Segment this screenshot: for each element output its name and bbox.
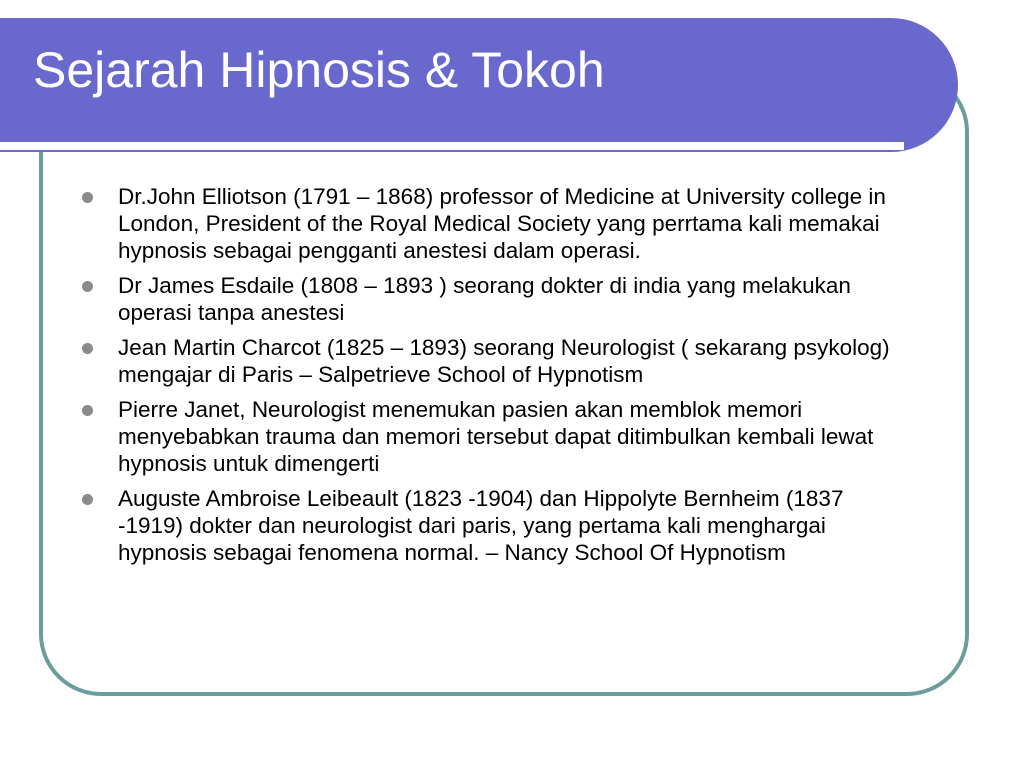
bullet-item <box>80 396 910 477</box>
bullet-dot-icon <box>82 343 93 354</box>
bullet-item <box>80 334 910 388</box>
bullet-text: Pierre Janet, Neurologist menemukan pasien akan memblok memori menyebabkan trauma dan memori tersebut dapat ditimbulkan kembali lewat hypnosis untuk dimengerti <box>118 397 874 476</box>
bullet-dot-icon <box>82 281 93 292</box>
bullet-text: Dr James Esdaile (1808 – 1893 ) seorang dokter di india yang melakukan operasi tanpa anestesi <box>118 273 851 325</box>
slide-title: Sejarah Hipnosis & Tokoh <box>33 42 605 98</box>
bullet-dot-icon <box>82 405 93 416</box>
bullet-item <box>80 272 910 326</box>
bullet-text: Auguste Ambroise Leibeault (1823 -1904) dan Hippolyte Bernheim (1837 -1919) dokter dan neurologist dari paris, yang pertama kali menghargai hypnosis sebagai fenomena normal. – Nancy School Of Hypnotism <box>118 486 844 565</box>
bullet-text: Dr.John Elliotson (1791 – 1868) professor of Medicine at University college in London, President of the Royal Medical Society yang perrtama kali memakai hypnosis sebagai pengganti anestesi dalam operasi. <box>118 184 886 263</box>
bullet-dot-icon <box>82 494 93 505</box>
bullet-item <box>80 485 910 566</box>
bullet-list <box>80 183 910 574</box>
bullet-item <box>80 183 910 264</box>
bullet-text: Jean Martin Charcot (1825 – 1893) seorang Neurologist ( sekarang psykolog) mengajar di Paris – Salpetrieve School of Hypnotism <box>118 335 890 387</box>
bullet-dot-icon <box>82 192 93 203</box>
title-underline <box>0 142 904 150</box>
